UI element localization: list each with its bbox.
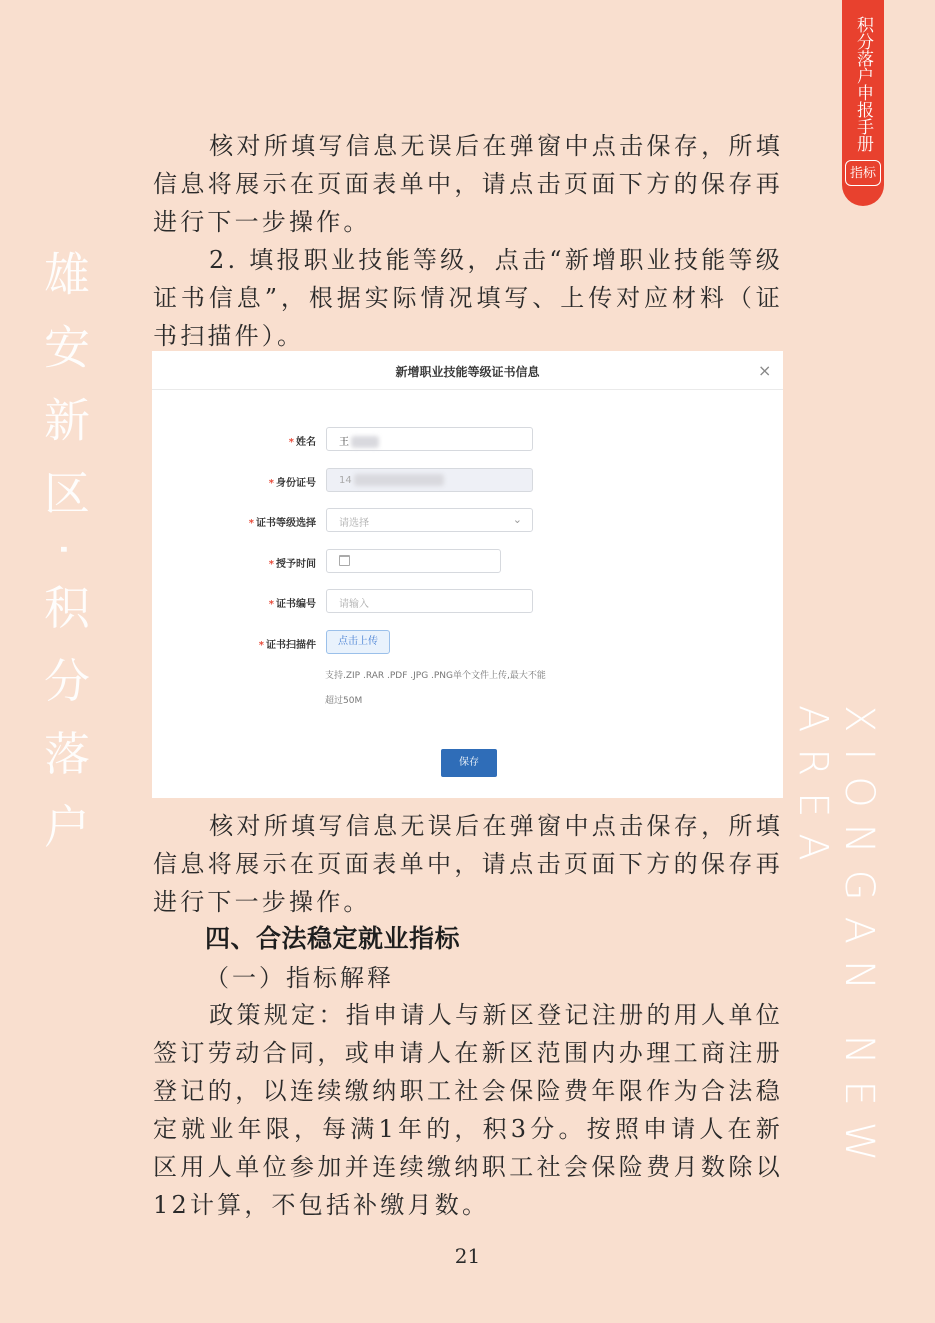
id-label: * 身份证号 bbox=[268, 478, 316, 489]
redacted-mask bbox=[351, 436, 379, 448]
tab-logo: 指标 bbox=[845, 160, 881, 186]
row-name bbox=[152, 427, 783, 453]
row-scan bbox=[152, 630, 783, 656]
handbook-tab bbox=[842, 0, 884, 206]
date-label: * 授予时间 bbox=[268, 559, 316, 570]
certificate-number-input[interactable]: 请输入 bbox=[326, 589, 533, 613]
level-select[interactable]: 请选择 ⌄ bbox=[326, 508, 533, 532]
row-number bbox=[152, 589, 783, 615]
chevron-down-icon: ⌄ bbox=[512, 513, 522, 526]
upload-hint-line1: 支持.ZIP .RAR .PDF .JPG .PNG单个文件上传,最大不能 bbox=[325, 671, 546, 681]
section-subheading: （一）指标解释 bbox=[205, 964, 394, 992]
date-picker[interactable] bbox=[326, 549, 501, 573]
scan-label: * 证书扫描件 bbox=[258, 640, 316, 651]
close-icon[interactable]: × bbox=[758, 361, 772, 380]
paragraph-2: 2. 填报职业技能等级，点击“新增职业技能等级证书信息”，根据实际情况填写、上传对应材料（证书扫描件）。 bbox=[153, 246, 783, 350]
tab-title: 积分落户申报手册 bbox=[853, 16, 873, 152]
save-button[interactable]: 保存 bbox=[441, 749, 497, 777]
right-vertical-title: XIONGAN NEW AREA bbox=[790, 705, 882, 1178]
id-number-field: 14 bbox=[326, 468, 533, 492]
row-level bbox=[152, 508, 783, 534]
paragraph-3: 核对所填写信息无误后在弹窗中点击保存，所填信息将展示在页面表单中，请点击页面下方的保存再进行下一步操作。 bbox=[153, 812, 783, 916]
dialog-title: 新增职业技能等级证书信息 bbox=[395, 365, 540, 379]
row-id bbox=[152, 468, 783, 494]
redacted-mask bbox=[354, 474, 444, 486]
section-heading: 四、合法稳定就业指标 bbox=[205, 924, 461, 953]
page-number: 21 bbox=[454, 1244, 481, 1268]
calendar-icon bbox=[339, 555, 350, 566]
level-label: * 证书等级选择 bbox=[248, 518, 316, 529]
dialog-divider bbox=[152, 389, 783, 390]
dialog-screenshot bbox=[152, 351, 783, 798]
left-vertical-title: 雄安新区·积分落户 bbox=[37, 250, 91, 876]
upload-hint-line2: 超过50M bbox=[325, 696, 363, 706]
upload-button[interactable]: 点击上传 bbox=[326, 630, 390, 654]
paragraph-4: 政策规定：指申请人与新区登记注册的用人单位签订劳动合同，或申请人在新区范围内办理工商注册登记的，以连续缴纳职工社会保险费年限作为合法稳定就业年限，每满1年的，积3分。按照申请人在新区用人单位参加并连续缴纳职工社会保险费月数除以12计算，不包括补缴月数。 bbox=[153, 1001, 783, 1219]
name-label: * 姓名 bbox=[288, 437, 316, 448]
number-label: * 证书编号 bbox=[268, 599, 316, 610]
paragraph-1: 核对所填写信息无误后在弹窗中点击保存，所填信息将展示在页面表单中，请点击页面下方的保存再进行下一步操作。 bbox=[153, 132, 783, 236]
row-date bbox=[152, 549, 783, 575]
name-field[interactable]: 王 bbox=[326, 427, 533, 451]
